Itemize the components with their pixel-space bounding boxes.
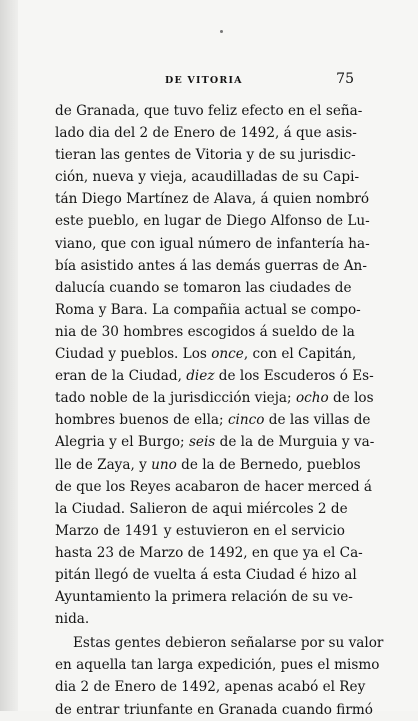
text-segment: en aquella tan larga expedición, pues el mismo: [55, 657, 380, 674]
text-segment: de las villas de: [264, 412, 371, 429]
body-text: [55, 100, 384, 721]
text-segment: de los Escuderos ó Es-: [214, 368, 374, 385]
text-line: [55, 233, 370, 255]
text-segment: de los: [328, 390, 374, 407]
page-number: 75: [336, 71, 354, 87]
text-segment: Estas gentes debieron señalarse por su valor: [73, 635, 384, 652]
italic-number-word: once: [211, 346, 244, 363]
text-line: [55, 210, 370, 232]
text-segment: la Ciudad. Salieron de aqui miércoles 2 de: [55, 500, 348, 517]
text-segment: viano, que con igual número de infantería ha-: [55, 235, 370, 252]
text-line: [55, 454, 361, 476]
text-segment: hasta 23 de Marzo de 1492, en que ya el Ca-: [55, 544, 363, 561]
text-line: [55, 632, 384, 654]
text-line: [55, 255, 367, 277]
italic-number-word: ocho: [295, 390, 329, 407]
text-segment: pitán llegó de vuelta á esta Ciudad é hizo al: [55, 566, 357, 583]
text-segment: dia 2 de Enero de 1492, apenas acabó el Rey: [55, 679, 366, 696]
text-segment: Roma y Bara. La compañia actual se compo-: [55, 301, 361, 318]
text-line: [55, 299, 361, 321]
text-segment: eran de la Ciudad,: [55, 368, 187, 385]
italic-number-word: uno: [151, 456, 177, 473]
italic-number-word: cinco: [227, 412, 265, 429]
text-segment: nia de 30 hombres escogidos á sueldo de la: [55, 323, 355, 340]
text-line: [55, 564, 357, 586]
text-line: [55, 343, 357, 365]
page-gutter-shadow: [0, 0, 18, 711]
text-segment: ción, nueva y vieja, acaudilladas de su Capi-: [55, 169, 360, 186]
text-segment: de entrar triunfante en Granada cuando firmó: [55, 701, 373, 718]
text-segment: de la de Bernedo, pueblos: [176, 456, 361, 473]
text-segment: bía asistido antes á las demás guerras de An-: [55, 257, 367, 274]
text-line: [55, 676, 366, 698]
text-segment: de que los Reyes acabaron de hacer merced á: [55, 478, 373, 495]
running-title: DE VITORIA: [165, 75, 243, 86]
text-segment: dalucía cuando se tomaron las ciudades de: [55, 279, 352, 296]
text-line: [55, 409, 371, 431]
text-line: [55, 122, 357, 144]
italic-number-word: diez: [186, 368, 215, 385]
text-segment: nida.: [55, 611, 90, 628]
text-line: [55, 520, 345, 542]
text-segment: Marzo de 1491 y estuvieron en el servicio: [55, 522, 345, 539]
text-segment: , con el Capitán,: [243, 346, 357, 363]
text-segment: de Granada, que tuvo feliz efecto en el seña-: [55, 103, 363, 119]
text-line: [55, 608, 345, 630]
text-segment: Ayuntamiento la primera relación de su ve-: [55, 589, 353, 606]
text-segment: este pueblo, en lugar de Diego Alfonso de Lu-: [55, 213, 370, 230]
text-line: [55, 144, 356, 166]
text-line: [55, 100, 363, 122]
text-line: [55, 699, 373, 721]
text-line: [55, 277, 352, 299]
text-segment: Alegria y el Burgo;: [55, 434, 189, 451]
text-segment: hombres buenos de ella;: [55, 412, 228, 429]
text-line: [55, 387, 374, 409]
text-segment: tieran las gentes de Vitoria y de su jurisdic-: [55, 147, 356, 164]
text-segment: tado noble de la jurisdicción vieja;: [55, 390, 296, 407]
text-line: [55, 431, 375, 453]
page-header: [60, 70, 358, 88]
text-segment: Ciudad y pueblos. Los: [55, 346, 212, 363]
text-line: [55, 188, 370, 210]
paper-speck: [220, 30, 223, 33]
text-line: [55, 365, 374, 387]
text-segment: lle de Zaya, y: [55, 456, 152, 473]
text-segment: tán Diego Martínez de Alava, á quien nombró: [55, 191, 370, 208]
text-line: [55, 586, 353, 608]
text-line: [55, 321, 355, 343]
text-line: [55, 542, 363, 564]
text-line: [55, 654, 380, 676]
text-line: [55, 476, 373, 498]
italic-number-word: seis: [188, 434, 216, 451]
text-segment: lado dia del 2 de Enero de 1492, á que asis-: [55, 125, 357, 142]
text-line: [55, 498, 348, 520]
text-line: [55, 166, 360, 188]
text-segment: de la de Murguia y va-: [215, 434, 375, 451]
